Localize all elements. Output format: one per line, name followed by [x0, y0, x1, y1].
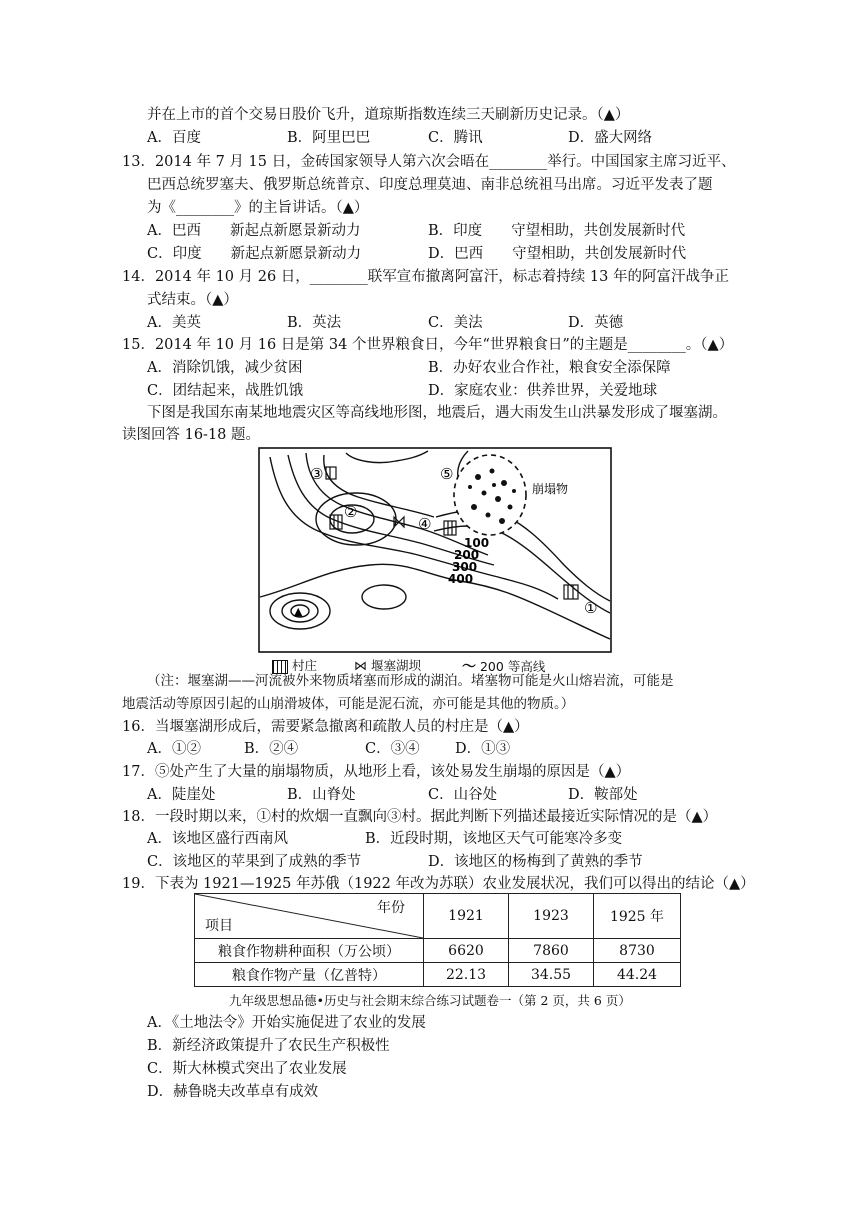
map-intro-2: 读图回答 16-18 题。 [122, 427, 261, 443]
table-corner-year: 年份 [377, 900, 405, 916]
agriculture-table [194, 893, 681, 987]
q13-stem-3: 为《________》的主旨讲话。（▲） [147, 200, 369, 216]
contour-label-200: 200 [454, 548, 480, 562]
table-cell: 44.24 [594, 963, 681, 987]
peak-icon: ▲ [294, 605, 303, 618]
note-line-1: （注：堰塞湖——河流被外来物质堵塞而形成的湖泊。堵塞物可能是火山熔岩流，可能是 [147, 673, 674, 689]
q13-stem-2: 巴西总统罗塞夫、俄罗斯总统普京、印度总理莫迪、南非总统祖马出席。习近平发表了题 [147, 177, 713, 193]
q17-option-c[interactable]: C．山谷处 [428, 787, 498, 803]
table-row-label: 粮食作物耕种面积（万公顷） [195, 939, 424, 963]
legend-contour-label: 200 等高线 [479, 659, 546, 674]
table-row-label: 粮食作物产量（亿普特） [195, 963, 424, 987]
q16-option-b[interactable]: B．②④ [244, 741, 299, 757]
q16-option-c[interactable]: C．③④ [365, 741, 420, 757]
q19-option-d[interactable]: D．赫鲁晓夫改革卓有成效 [147, 1084, 319, 1100]
q14-option-c[interactable]: C．美法 [428, 315, 483, 331]
q14-stem-1: 14．2014 年 10 月 26 日，________联军宣布撤离阿富汗，标志着持续 13 年的阿富汗战争正 [122, 269, 729, 285]
village-1-mark [564, 585, 578, 599]
q15-option-b[interactable]: B．办好农业合作社，粮食安全添保障 [428, 360, 671, 376]
table-year-1925: 1925 年 [594, 894, 681, 939]
q17-option-b[interactable]: B．山脊处 [287, 787, 356, 803]
q14-option-d[interactable]: D．英德 [568, 315, 624, 331]
contour-label-100: 100 [464, 536, 490, 550]
village-3-label: ③ [310, 465, 324, 483]
table-cell: 7860 [509, 939, 594, 963]
q15-option-c[interactable]: C．团结起来，战胜饥饿 [147, 383, 304, 399]
table-year-1921: 1921 [424, 894, 509, 939]
legend-village-label: 村庄 [291, 658, 317, 673]
map-intro-1: 下图是我国东南某地地震灾区等高线地形图，地震后，遇大雨发生山洪暴发形成了堰塞湖。 [147, 405, 727, 421]
q14-option-b[interactable]: B．英法 [287, 315, 342, 331]
q12-continuation: 并在上市的首个交易日股价飞升，道琼斯指数连续三天刷新历史记录。（▲） [147, 107, 630, 123]
q18-option-b[interactable]: B．近段时期，该地区天气可能寒冷多变 [365, 831, 623, 847]
q16-stem: 16．当堰塞湖形成后，需要紧急撤离和疏散人员的村庄是（▲） [122, 719, 529, 735]
q13-option-d[interactable]: D．巴西 守望相助，共创发展新时代 [428, 246, 687, 262]
collapse-label: 崩塌物 [532, 482, 569, 496]
table-cell: 6620 [424, 939, 509, 963]
contour-label-400: 400 [448, 572, 474, 586]
q17-stem: 17．⑤处产生了大量的崩塌物质，从地形上看，该处易发生崩塌的原因是（▲） [122, 764, 631, 780]
legend-dam-label: 堰塞湖坝 [370, 658, 421, 673]
q17-option-d[interactable]: D．鞍部处 [568, 787, 638, 803]
village-3-mark [326, 467, 336, 479]
page-footer: 九年级思想品德•历史与社会期末综合练习试题卷一（第 2 页，共 6 页） [229, 993, 631, 1008]
q15-option-a[interactable]: A．消除饥饿，减少贫困 [147, 360, 303, 376]
q14-stem-2: 式结束。（▲） [147, 292, 238, 308]
q19-option-c[interactable]: C．斯大林模式突出了农业发展 [147, 1061, 347, 1077]
q18-option-c[interactable]: C．该地区的苹果到了成熟的季节 [147, 854, 362, 870]
contour-line [346, 451, 428, 463]
q18-stem: 18．一段时期以来，①村的炊烟一直飘向③村。据此判断下列描述最接近实际情况的是（▲） [122, 809, 718, 825]
village-5-label: ⑤ [440, 465, 454, 483]
q13-option-c[interactable]: C．印度 新起点新愿景新动力 [147, 246, 362, 262]
contour-legend-icon: 〜 [462, 659, 476, 675]
q13-option-a[interactable]: A．巴西 新起点新愿景新动力 [147, 223, 361, 239]
q15-option-d[interactable]: D．家庭农业：供养世界，关爱地球 [428, 383, 658, 399]
q16-option-a[interactable]: A．①② [147, 741, 201, 757]
contour-label-300: 300 [452, 560, 478, 574]
table-cell: 8730 [594, 939, 681, 963]
table-corner-cell [195, 894, 424, 939]
q13-option-b[interactable]: B．印度 守望相助，共创发展新时代 [428, 223, 686, 239]
q18-option-a[interactable]: A．该地区盛行西南风 [147, 831, 288, 847]
q19-option-a[interactable]: A．《土地法令》开始实施促进了农业的发展 [147, 1015, 426, 1031]
note-line-2: 地震活动等原因引起的山崩滑坡体，可能是泥石流，亦可能是其他的物质。） [122, 696, 575, 712]
q17-option-a[interactable]: A．陡崖处 [147, 787, 216, 803]
collapse-area [454, 455, 526, 535]
q12-option-c[interactable]: C．腾讯 [428, 130, 483, 146]
village-1-label: ① [584, 599, 598, 617]
contour-map [258, 447, 612, 653]
village-2-label: ② [344, 503, 358, 521]
table-corner-item: 项目 [205, 918, 233, 934]
dam-legend-icon: ⋈ [354, 659, 367, 674]
q16-option-d[interactable]: D．①③ [455, 741, 511, 757]
table-cell: 34.55 [509, 963, 594, 987]
table-year-1923: 1923 [509, 894, 594, 939]
village-4-label: ④ [418, 515, 432, 533]
q12-option-d[interactable]: D．盛大网络 [568, 130, 653, 146]
table-cell: 22.13 [424, 963, 509, 987]
q15-stem: 15．2014 年 10 月 16 日是第 34 个世界粮食日，今年“世界粮食日”的主题是________。（▲） [122, 337, 734, 353]
q19-stem: 19．下表为 1921—1925 年苏俄（1922 年改为苏联）农业发展状况，我们可以得出的结论（▲） [122, 876, 755, 892]
q19-option-b[interactable]: B．新经济政策提升了农民生产积极性 [147, 1038, 390, 1054]
q12-option-b[interactable]: B．阿里巴巴 [287, 130, 371, 146]
q13-stem-1: 13．2014 年 7 月 15 日，金砖国家领导人第六次会晤在________举行。中国国家主席习近平、 [122, 154, 736, 170]
q12-option-a[interactable]: A．百度 [147, 130, 201, 146]
q14-option-a[interactable]: A．美英 [147, 315, 201, 331]
q18-option-d[interactable]: D．该地区的杨梅到了黄熟的季节 [428, 854, 643, 870]
saddle-contour [362, 585, 406, 609]
